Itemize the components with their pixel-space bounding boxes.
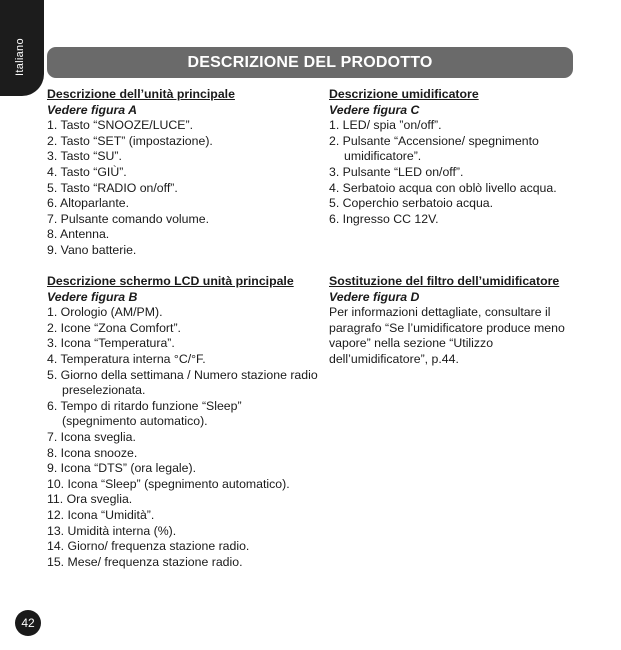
list-item: 12. Icona “Umidità”. (47, 507, 155, 522)
page-title: DESCRIZIONE DEL PRODOTTO (187, 53, 433, 71)
list-item: 7. Icona sveglia. (47, 429, 136, 444)
main-unit-section (47, 87, 319, 259)
list-item: 3. Pulsante “LED on/off”. (329, 164, 464, 179)
list-item: 11. Ora sveglia. (47, 492, 133, 507)
main-unit-title: Descrizione dell’unità principale (47, 87, 235, 101)
filter-title: Sostituzione del filtro dell’umidificatore (329, 274, 560, 288)
list-item: 3. Icona “Temperatura”. (47, 336, 175, 351)
list-item: 9. Icona “DTS” (ora legale). (47, 461, 196, 476)
list-item: 6. Ingresso CC 12V. (329, 211, 439, 226)
humidifier-title: Descrizione umidificatore (329, 87, 479, 101)
list-item: 10. Icona “Sleep” (spegnimento automatico). (47, 476, 290, 491)
list-item: 1. Orologio (AM/PM). (47, 305, 163, 320)
filter-section (329, 274, 591, 368)
list-item: 2. Pulsante “Accensione/ spegnimento umidificatore”. (329, 133, 539, 164)
list-item: 4. Temperatura interna °C/°F. (47, 351, 206, 366)
list-item: 4. Tasto “GIÙ”. (47, 164, 127, 179)
list-item: 5. Coperchio serbatoio acqua. (329, 196, 494, 211)
lcd-screen-subtitle: Vedere figura B (47, 289, 138, 304)
list-item: 3. Tasto “SU”. (47, 149, 122, 164)
list-item: 15. Mese/ frequenza stazione radio. (47, 554, 243, 569)
language-label: Italiano (14, 38, 26, 76)
list-item: 5. Tasto “RADIO on/off”. (47, 180, 178, 195)
humidifier-list (329, 118, 591, 227)
list-item: 7. Pulsante comando volume. (47, 211, 210, 226)
main-unit-list (47, 118, 319, 258)
list-item: 8. Icona snooze. (47, 445, 138, 460)
list-item: 2. Tasto “SET” (impostazione). (47, 133, 213, 148)
list-item: 8. Antenna. (47, 227, 110, 242)
humidifier-section (329, 87, 591, 227)
list-item: 13. Umidità interna (%). (47, 523, 177, 538)
list-item: 6. Altoparlante. (47, 196, 130, 211)
list-item: 1. Tasto “SNOOZE/LUCE”. (47, 118, 194, 133)
list-item: 1. LED/ spia ”on/off”. (329, 118, 442, 133)
filter-subtitle: Vedere figura D (329, 289, 420, 304)
section-header (47, 47, 573, 78)
list-item: 6. Tempo di ritardo funzione “Sleep” (spegnimento automatico). (47, 398, 242, 429)
list-item: 9. Vano batterie. (47, 242, 137, 257)
list-item: 5. Giorno della settimana / Numero stazione radio preselezionata. (47, 367, 318, 398)
list-item: 2. Icone “Zona Comfort”. (47, 320, 181, 335)
lcd-screen-list (47, 305, 319, 570)
main-unit-subtitle: Vedere figura A (47, 102, 137, 117)
lcd-screen-title: Descrizione schermo LCD unità principale (47, 274, 294, 288)
list-item: 14. Giorno/ frequenza stazione radio. (47, 539, 250, 554)
page-number (15, 610, 41, 636)
list-item: 4. Serbatoio acqua con oblò livello acqua. (329, 180, 557, 195)
filter-text: Per informazioni dettagliate, consultare il paragrafo “Se l’umidificatore produce meno vapore” nella sezione “Utilizzo dell’umidificatore”, p.44. (329, 305, 565, 366)
language-tab (0, 0, 44, 96)
lcd-screen-section (47, 274, 319, 570)
humidifier-subtitle: Vedere figura C (329, 102, 420, 117)
page-number-label: 42 (21, 616, 35, 630)
